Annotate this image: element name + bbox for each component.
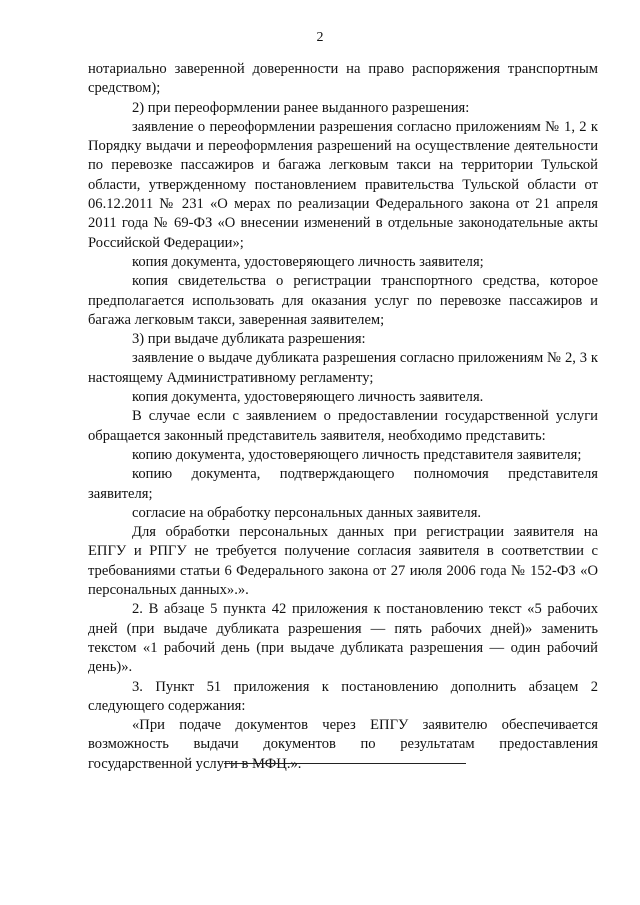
- paragraph-4: копия документа, удостоверяющего личность заявителя;: [132, 253, 484, 270]
- page-number: 2: [316, 30, 324, 45]
- document-body: [88, 60, 598, 774]
- paragraph-2: 2) при переоформлении ранее выданного разрешения:: [132, 99, 470, 116]
- paragraph-5: копия свидетельства о регистрации транспортного средства, которое предполагается использовать для оказания услуг по перевозке пассажиров и багажа легковым такси, заверенная заявителем;: [88, 273, 598, 328]
- paragraph-6: 3) при выдаче дубликата разрешения:: [132, 331, 366, 348]
- paragraph-1: нотариально заверенной доверенности на право распоряжения транспортным средством);: [88, 61, 598, 97]
- paragraph-14: 2. В абзаце 5 пункта 42 приложения к постановлению текст «5 рабочих дней (при выдаче дубликата разрешения — пять рабочих дней)» заменить текстом «1 рабочий день (при выдаче дубликата разрешения — один рабочий день)».: [88, 601, 598, 676]
- paragraph-12: согласие на обработку персональных данных заявителя.: [132, 504, 482, 521]
- paragraph-7: заявление о выдаче дубликата разрешения согласно приложениям № 2, 3 к настоящему Административному регламенту;: [88, 350, 598, 386]
- paragraph-8: копия документа, удостоверяющего личность заявителя.: [132, 389, 484, 406]
- paragraph-13: Для обработки персональных данных при регистрации заявителя на ЕПГУ и РПГУ не требуется получение согласия заявителя в соответствии с требованиями статьи 6 Федерального закона от 27 июля 2006 года № 152-ФЗ «О персональных данных».».: [88, 524, 598, 599]
- paragraph-11: копию документа, подтверждающего полномочия представителя заявителя;: [88, 466, 598, 502]
- paragraph-10: копию документа, удостоверяющего личность представителя заявителя;: [132, 446, 582, 463]
- end-separator-line: [224, 763, 466, 764]
- paragraph-9: В случае если с заявлением о предоставлении государственной услуги обращается законный представитель заявителя, необходимо представить:: [88, 408, 598, 444]
- paragraph-16: «При подаче документов через ЕПГУ заявителю обеспечивается возможность выдачи документов по результатам предоставления государственной услуги в МФЦ.».: [88, 717, 598, 772]
- paragraph-15: 3. Пункт 51 приложения к постановлению дополнить абзацем 2 следующего содержания:: [88, 678, 598, 714]
- paragraph-3: заявление о переоформлении разрешения согласно приложениям № 1, 2 к Порядку выдачи и переоформления разрешений на осуществление деятельности по перевозке пассажиров и багажа легковым такси на территории Тульской области, утвержденному постановлением правительства Тульской области от 06.12.2011 № 231 «О мерах по реализации Федерального закона от 21 апреля 2011 года № 69-ФЗ «О внесении изменений в отдельные законодательные акты Российской Федерации»;: [88, 118, 598, 251]
